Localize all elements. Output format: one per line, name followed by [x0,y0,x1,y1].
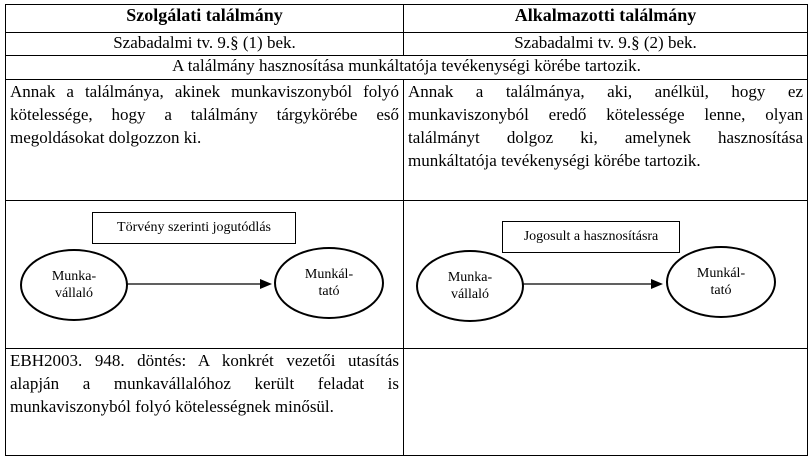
case-note-left: EBH2003. 948. döntés: A konkrét vezetői utasítás alapján a munkavállalóhoz került feladat is munkaviszonyból folyó kötelességnek minősül. [6,348,404,455]
employee-label-line2: vállaló [54,286,94,302]
shared-condition-row: A találmány hasznosítása munkáltatója tevékenységi körébe tartozik. [6,56,808,80]
employer-node [666,246,776,318]
employee-node [416,250,524,322]
employer-node [274,247,384,319]
legal-succession-label-box: Törvény szerinti jogutódlás [92,212,296,244]
law-reference-right: Szabadalmi tv. 9.§ (2) bek. [404,32,808,56]
employee-label-line1: Munka- [447,270,493,286]
law-reference-left: Szabadalmi tv. 9.§ (1) bek. [6,32,404,56]
comparison-table-page [5,4,807,456]
employer-label-line2: tató [318,284,340,300]
header-employee-invention: Alkalmazotti találmány [404,5,808,33]
diagram-cell-right [404,201,808,348]
employee-node [20,249,128,321]
header-service-invention: Szolgálati találmány [6,5,404,33]
definition-right: Annak a találmánya, aki, anélkül, hogy ez munkaviszonyból eredő kötelessége lenne, olyan találmányt dolgoz ki, amelynek hasznosítása munkáltatója tevékenységi körébe tartozik. [404,79,808,201]
employer-label-line2: tató [710,283,732,299]
employer-label-line1: Munkál- [304,267,354,283]
entitled-to-use-label-box: Jogosult a hasznosításra [502,221,680,253]
diagram-cell-left [6,201,404,348]
employee-label-line1: Munka- [51,269,97,285]
employer-label-line1: Munkál- [696,266,746,282]
employee-label-line2: vállaló [450,287,490,303]
comparison-table [5,4,808,456]
case-note-right [404,348,808,455]
definition-left: Annak a találmánya, akinek munkaviszonyból folyó kötelessége, hogy a találmány tárgykörébe eső megoldásokat dolgozzon ki. [6,79,404,201]
